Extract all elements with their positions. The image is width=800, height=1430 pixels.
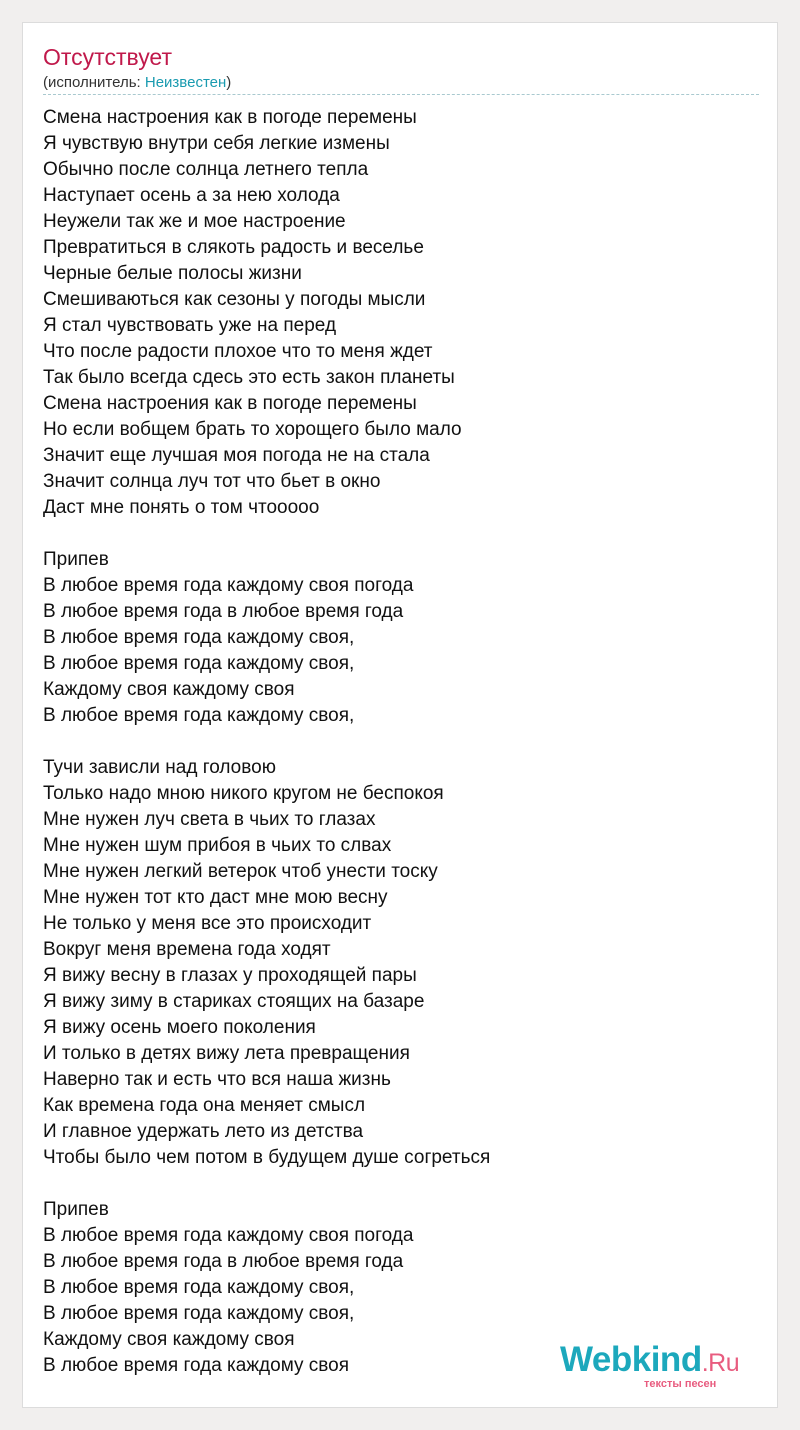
lyric-line: Я стал чувствовать уже на перед	[43, 315, 337, 336]
lyric-line: Превратиться в слякоть радость и веселье	[43, 237, 424, 258]
lyric-line: Мне нужен тот кто даст мне мою весну	[43, 887, 388, 908]
lyric-line: В любое время года каждому своя,	[43, 1303, 355, 1324]
lyric-line: В любое время года каждому своя,	[43, 705, 355, 726]
lyric-line: Каждому своя каждому своя	[43, 1329, 295, 1350]
lyric-line: Смена настроения как в погоде перемены	[43, 107, 417, 128]
lyric-line: Припев	[43, 1199, 109, 1220]
lyric-line: Наступает осень а за нею холода	[43, 185, 340, 206]
lyric-line: Значит солнца луч тот что бьет в окно	[43, 471, 381, 492]
lyric-line: Я вижу осень моего поколения	[43, 1017, 316, 1038]
artist-prefix: (исполнитель:	[43, 74, 145, 91]
title-divider	[43, 94, 759, 95]
lyric-line: Только надо мною никого кругом не беспокоя	[43, 783, 444, 804]
lyric-line: Значит еще лучшая моя погода не на стала	[43, 445, 430, 466]
lyric-line: Я вижу зиму в стариках стоящих на базаре	[43, 991, 425, 1012]
lyric-line: Чтобы было чем потом в будущем душе согреться	[43, 1147, 491, 1168]
artist-line	[43, 73, 231, 93]
lyric-line: Мне нужен легкий ветерок чтоб унести тоску	[43, 861, 438, 882]
lyric-line: Смена настроения как в погоде перемены	[43, 393, 417, 414]
lyric-line: Но если вобщем брать то хорощего было мало	[43, 419, 462, 440]
lyric-line: Не только у меня все это происходит	[43, 913, 372, 934]
lyric-line: Даст мне понять о том чтооооо	[43, 497, 320, 518]
lyric-line: Мне нужен шум прибоя в чьих то слвах	[43, 835, 392, 856]
lyrics-card	[22, 22, 778, 1408]
lyric-line: Тучи зависли над головою	[43, 757, 276, 778]
lyric-line: В любое время года каждому своя,	[43, 1277, 355, 1298]
lyric-line: И главное удержать лето из детства	[43, 1121, 364, 1142]
lyric-line: Вокруг меня времена года ходят	[43, 939, 331, 960]
lyric-line: В любое время года каждому своя	[43, 1355, 349, 1376]
lyric-line: Как времена года она меняет смысл	[43, 1095, 366, 1116]
lyric-line: В любое время года каждому своя погода	[43, 1225, 414, 1246]
lyric-line: Так было всегда сдесь это есть закон планеты	[43, 367, 455, 388]
logo-name: Webkind	[560, 1340, 702, 1379]
lyric-line: Неужели так же и мое настроение	[43, 211, 346, 232]
lyric-line: В любое время года в любое время года	[43, 1251, 404, 1272]
lyric-line: Смешиваються как сезоны у погоды мысли	[43, 289, 426, 310]
lyrics-text	[43, 105, 759, 1379]
artist-link[interactable]: Неизвестен	[144, 74, 227, 91]
stanza-break	[43, 521, 759, 547]
lyric-line: Наверно так и есть что вся наша жизнь	[43, 1069, 391, 1090]
stanza-break	[43, 729, 759, 755]
lyric-line: Каждому своя каждому своя	[43, 679, 295, 700]
site-logo[interactable]	[560, 1340, 760, 1390]
lyric-line: В любое время года каждому своя,	[43, 627, 355, 648]
lyric-line: В любое время года каждому своя погода	[43, 575, 414, 596]
lyric-line: Я чувствую внутри себя легкие измены	[43, 133, 390, 154]
lyric-line: Черные белые полосы жизни	[43, 263, 302, 284]
logo-wordmark	[560, 1340, 739, 1383]
lyric-line: Я вижу весну в глазах у проходящей пары	[43, 965, 417, 986]
lyric-line: В любое время года в любое время года	[43, 601, 404, 622]
lyric-line: Мне нужен луч света в чьих то глазах	[43, 809, 376, 830]
artist-suffix: )	[226, 74, 232, 91]
logo-tagline: тексты песен	[644, 1378, 717, 1390]
lyric-line: Обычно после солнца летнего тепла	[43, 159, 369, 180]
lyric-line: Припев	[43, 549, 109, 570]
logo-domain: .Ru	[701, 1349, 740, 1377]
lyric-line: Что после радости плохое что то меня ждет	[43, 341, 433, 362]
stanza-break	[43, 1171, 759, 1197]
lyric-line: И только в детях вижу лета превращения	[43, 1043, 410, 1064]
song-title: Отсутствует	[43, 44, 172, 70]
lyric-line: В любое время года каждому своя,	[43, 653, 355, 674]
